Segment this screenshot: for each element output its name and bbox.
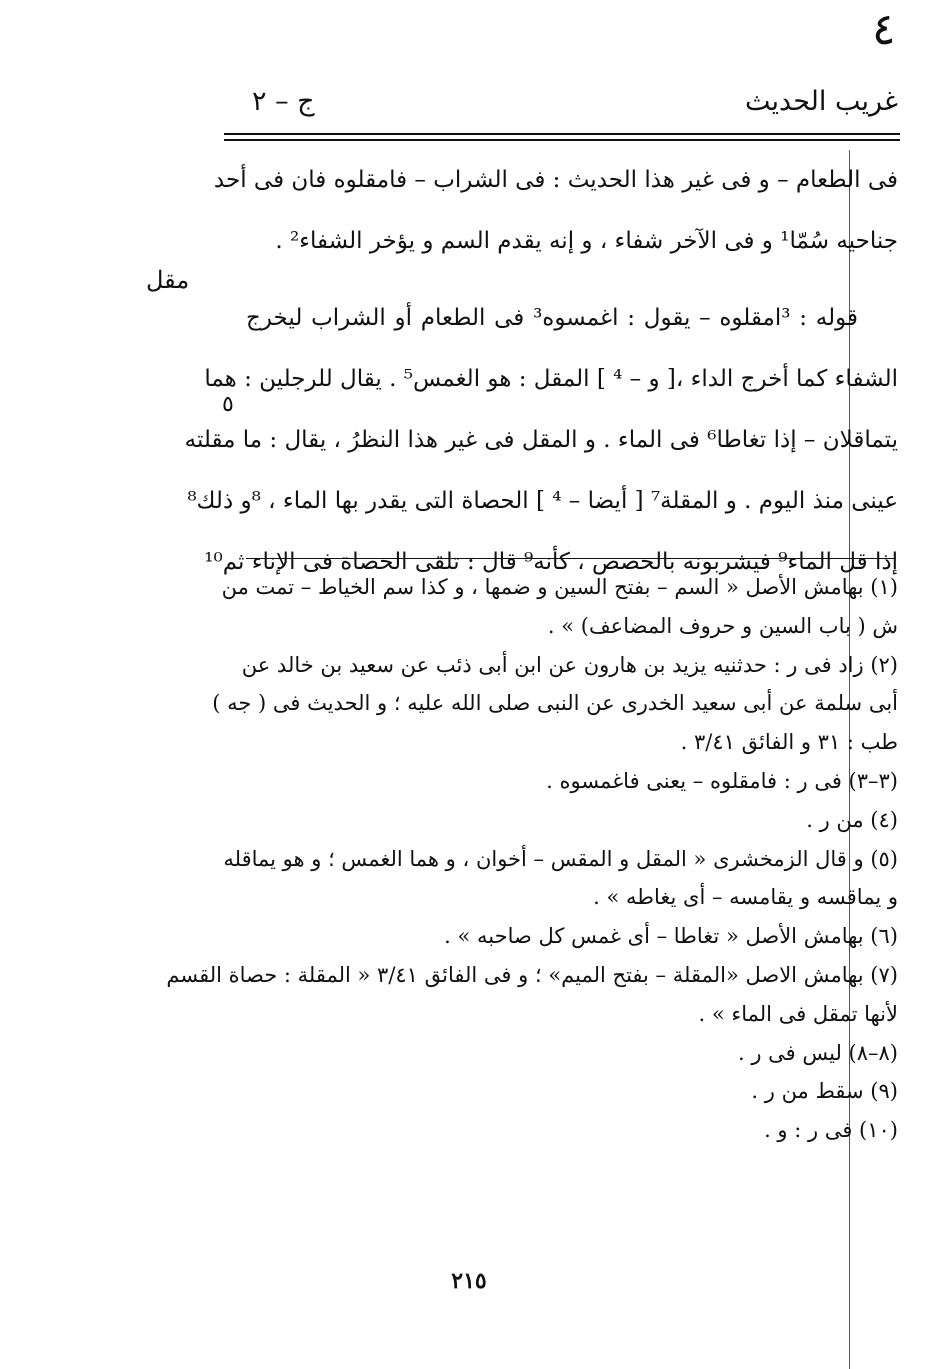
corner-mark: ٤ — [872, 4, 896, 55]
footnote-line: (٢) زاد فى ر : حدثنيه يزيد بن هارون عن ابن أبى ذئب عن سعيد بن خالد عن — [241, 652, 898, 677]
footnote-separator — [246, 558, 896, 559]
footnote-line: (٣–٣) فى ر : فامقلوه – يعنى فاغمسوه . — [546, 768, 898, 793]
text-line: عينى منذ اليوم . و المقلة⁷ [ أيضا – ⁴ ] الحصاة التى يقدر بها الماء ، ⁸و ذلك⁸ — [187, 488, 898, 514]
line-number: ٥ — [222, 392, 234, 417]
footnote-line: (٤) من ر . — [806, 807, 898, 832]
header-volume: ج – ٢ — [252, 86, 315, 117]
running-header — [230, 86, 898, 126]
footnote-line: (٧) بهامش الاصل «المقلة – بفتح الميم» ؛ و فى الفائق ٣/٤١ « المقلة : حصاة القسم — [166, 962, 898, 987]
text-line: الشفاء كما أخرج الداء ،[ و – ⁴ ] المقل : هو الغمس⁵ . يقال للرجلين : هما — [204, 366, 898, 392]
footnote-line: (٩) سقط من ر . — [751, 1079, 898, 1104]
header-rule-bottom — [224, 139, 900, 141]
footnote-line: ش ( باب السين و حروف المضاعف) » . — [547, 613, 898, 638]
text-line: يتماقلان – إذا تغاطا⁶ فى الماء . و المقل فى غير هذا النظرُ ، يقال : ما مقلته — [184, 427, 898, 453]
footnote-line: (١٠) فى ر : و . — [764, 1118, 898, 1143]
footnote-line: (٥) و قال الزمخشرى « المقل و المقس – أخوان ، و هما الغمس ؛ و هو يماقله — [223, 846, 898, 871]
text-line: جناحيه سُمّا¹ و فى الآخر شفاء ، و إنه يقدم السم و يؤخر الشفاء² . — [275, 228, 898, 254]
page-number: ٢١٥ — [451, 1268, 487, 1294]
text-line: قوله : ³امقلوه – يقول : اغمسوه³ فى الطعام أو الشراب ليخرج — [246, 305, 858, 331]
footnote-line: (١) بهامش الأصل « السم – بفتح السين و ضمها ، و كذا سم الخياط – تمت من — [221, 575, 898, 599]
footnote-line: طب : ٣١ و الفائق ٣/٤١ . — [680, 730, 898, 755]
text-line: فى الطعام – و فى غير هذا الحديث : فى الشراب – فامقلوه فان فى أحد — [213, 167, 898, 193]
footnote-line: لأنها تمقل فى الماء » . — [698, 1001, 898, 1026]
footnote-line: أبى سلمة عن أبى سعيد الخدرى عن النبى صلى الله عليه ؛ و الحديث فى ( جه ) — [212, 691, 898, 716]
header-rule-top — [224, 133, 900, 135]
footnote-line: (٦) بهامش الأصل « تغاطا – أى غمس كل صاحبه » . — [444, 924, 898, 949]
footnotes — [166, 568, 898, 1150]
header-title: غريب الحديث — [745, 86, 898, 117]
footnote-line: و يماقسه و يقامسه – أى يغاطه » . — [593, 885, 898, 910]
main-text — [184, 150, 898, 593]
footnote-line: (٨–٨) ليس فى ر . — [737, 1040, 898, 1065]
text-line: إذا قل الماء⁹ فيشربونه بالحصص ، كأنه⁹ قال : تلقى الحصاة فى الإناء ثم¹⁰ — [204, 549, 898, 575]
margin-headword: مقل — [146, 266, 190, 294]
